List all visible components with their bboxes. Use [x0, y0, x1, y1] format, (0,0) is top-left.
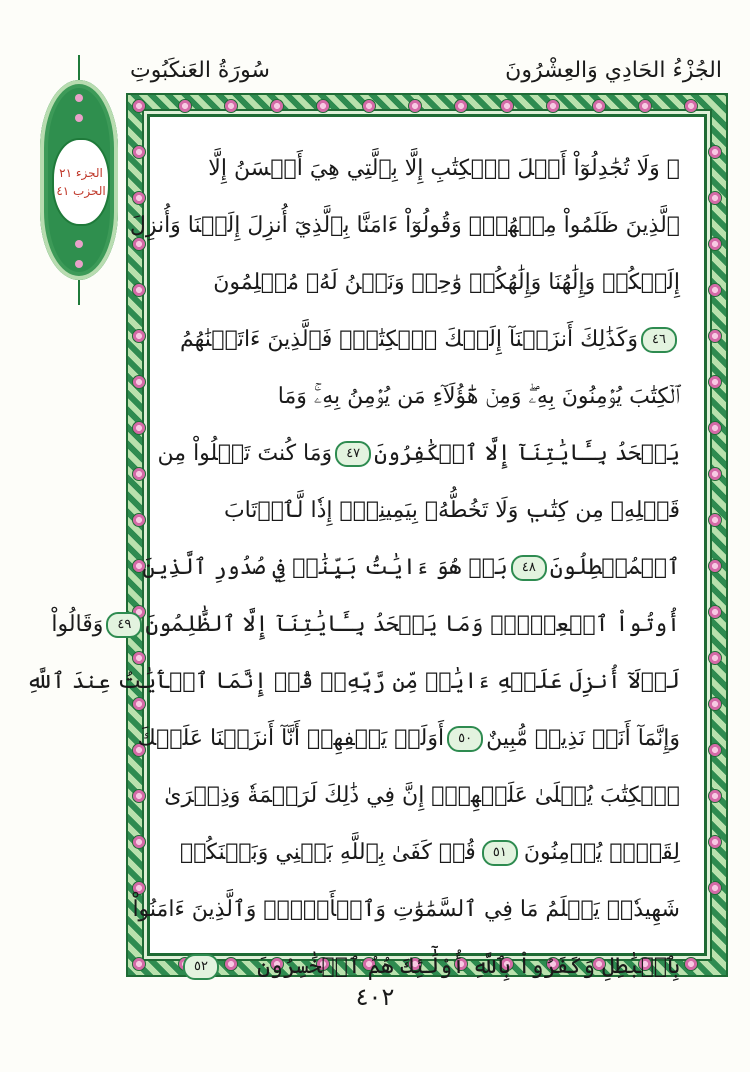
ayah-marker: ٥١	[482, 840, 518, 866]
line-text: يَجۡحَدُ بِـَٔايَٰتِنَآ إِلَّا ٱلۡكَٰفِرُونَ	[374, 441, 680, 466]
medallion-dot	[75, 240, 83, 248]
frame-rosette	[132, 237, 146, 251]
ayah-marker: ٤٦	[641, 327, 677, 353]
medallion-hizb: الحزب ٤١	[56, 184, 106, 198]
text-line	[164, 767, 680, 824]
frame-rosette	[132, 835, 146, 849]
frame-rosette	[132, 651, 146, 665]
text-line	[26, 653, 680, 710]
frame-rosette	[708, 467, 722, 481]
frame-rosette	[708, 697, 722, 711]
line-text: وَإِنَّمَآ أَنَا۠ نَذِيرٞ مُّبِينٌ	[486, 726, 680, 751]
line-text: لِقَوۡمٖ يُؤۡمِنُونَ	[523, 840, 680, 865]
frame-rosette	[132, 99, 146, 113]
line-text: وَقَالُواْ	[51, 612, 104, 637]
juz-medallion	[40, 80, 118, 280]
frame-rosette	[638, 99, 652, 113]
frame-rosette	[708, 237, 722, 251]
frame-rosette	[132, 145, 146, 159]
frame-rosette	[132, 513, 146, 527]
medallion-dot	[75, 94, 83, 102]
frame-rosette	[132, 283, 146, 297]
frame-rosette	[132, 697, 146, 711]
text-line	[137, 710, 680, 767]
line-text: شَهِيدٗاۖ يَعۡلَمُ مَا فِي ٱلسَّمَٰوَٰتِ وَٱلۡأَرۡضِۗ وَٱلَّذِينَ ءَامَنُواْ	[132, 897, 680, 922]
medallion-label	[52, 138, 110, 226]
frame-rosette	[684, 99, 698, 113]
text-line	[180, 311, 680, 368]
frame-rosette	[708, 881, 722, 895]
frame-rosette	[132, 789, 146, 803]
frame-rosette	[132, 375, 146, 389]
medallion-juz: الجزء ٢١	[59, 166, 103, 180]
text-line	[180, 254, 680, 311]
frame-rosette	[132, 467, 146, 481]
line-text: ٱلۡكِتَٰبَ يُؤۡمِنُونَ بِهِۦۖ وَمِنۡ هَٰٓؤُلَآءِ مَن يُؤۡمِنُ بِهِۦۚ وَمَا	[277, 384, 680, 409]
frame-rosette	[362, 99, 376, 113]
frame-rosette	[708, 605, 722, 619]
text-line	[180, 368, 680, 425]
line-text: وَكَذَٰلِكَ أَنزَلۡنَآ إِلَيۡكَ ٱلۡكِتَٰبَۚ فَٱلَّذِينَ ءَاتَيۡنَٰهُمُ	[180, 327, 638, 352]
frame-rosette	[270, 99, 284, 113]
line-text: قُلۡ كَفَىٰ بِٱللَّهِ بَيۡنِي وَبَيۡنَكُمۡ	[180, 840, 476, 865]
line-text: ٱلَّذِينَ ظَلَمُواْ مِنۡهُمۡۖ وَقُولُوٓاْ ءَامَنَّا بِٱلَّذِيٓ أُنزِلَ إِلَيۡنَا وَأُنزِلَ	[129, 213, 680, 238]
line-text: وَمَا كُنتَ تَتۡلُواْ مِن	[157, 441, 333, 466]
frame-rosette	[454, 99, 468, 113]
text-line	[180, 824, 680, 881]
frame-rosette	[708, 421, 722, 435]
ayah-marker: ٤٩	[106, 612, 142, 638]
frame-rosette	[708, 651, 722, 665]
frame-rosette	[708, 191, 722, 205]
line-text: بَلۡ هُوَ ءَايَٰتُۢ بَيِّنَٰتٞ فِي صُدُورِ ٱلَّذِينَ	[142, 555, 508, 580]
medallion-dot	[75, 260, 83, 268]
frame-rosette	[684, 957, 698, 971]
frame-rosette	[500, 99, 514, 113]
line-text: ٱلۡكِتَٰبَ يُتۡلَىٰ عَلَيۡهِمۡۚ إِنَّ فِي ذَٰلِكَ لَرَحۡمَةٗ وَذِكۡرَىٰ	[164, 783, 680, 808]
text-line	[132, 881, 680, 938]
line-text: إِلَيۡكُمۡ وَإِلَٰهُنَا وَإِلَٰهُكُمۡ وَٰحِدٞ وَنَحۡنُ لَهُۥ مُسۡلِمُونَ	[213, 270, 680, 295]
frame-rosette	[592, 99, 606, 113]
text-line	[129, 197, 680, 254]
frame-rosette	[132, 957, 146, 971]
frame-rosette	[708, 743, 722, 757]
frame-rosette	[178, 99, 192, 113]
frame-rosette	[408, 99, 422, 113]
line-text: لَوۡلَآ أُنزِلَ عَلَيۡهِ ءَايَٰتٞ مِّن رَّبِّهِۦۖ قُلۡ إِنَّمَا ٱلۡأٓيَٰتُ عِندَ ٱللَّهِ	[26, 669, 680, 694]
frame-rosette	[708, 145, 722, 159]
medallion-dot	[75, 114, 83, 122]
frame-rosette	[132, 421, 146, 435]
frame-rosette	[546, 99, 560, 113]
line-text: ٱلۡمُبۡطِلُونَ	[549, 555, 680, 580]
frame-rosette	[708, 513, 722, 527]
frame-rosette	[224, 99, 238, 113]
frame-rosette	[132, 881, 146, 895]
frame-rosette	[708, 329, 722, 343]
frame-rosette	[708, 789, 722, 803]
text-line	[180, 482, 680, 539]
ayah-marker: ٥٢	[183, 954, 219, 980]
text-line	[51, 596, 680, 653]
juz-name: الجُزْءُ الحَادِي وَالعِشْرُونَ	[505, 58, 722, 83]
text-line	[157, 425, 680, 482]
frame-rosette	[132, 329, 146, 343]
ayah-marker: ٤٨	[511, 555, 547, 581]
frame-rosette	[708, 283, 722, 297]
ayah-marker: ٥٠	[447, 726, 483, 752]
page-number: ٤٠٢	[355, 983, 395, 1011]
ayah-marker: ٤٧	[335, 441, 371, 467]
text-line	[180, 140, 680, 197]
frame-rosette	[316, 99, 330, 113]
text-line	[142, 539, 680, 596]
line-text: قَبۡلِهِۦ مِن كِتَٰبٖ وَلَا تَخُطُّهُۥ بِيَمِينِكَۖ إِذٗا لَّٱرۡتَابَ	[223, 498, 680, 523]
line-text: ۞ وَلَا تُجَٰدِلُوٓاْ أَهۡلَ ٱلۡكِتَٰبِ إِلَّا بِٱلَّتِي هِيَ أَحۡسَنُ إِلَّا	[208, 156, 680, 181]
frame-rosette	[708, 835, 722, 849]
line-text: أُوتُواْ ٱلۡعِلۡمَۚ وَمَا يَجۡحَدُ بِـَٔايَٰتِنَآ إِلَّا ٱلظَّٰلِمُونَ	[145, 612, 680, 637]
surah-name: سُورَةُ العَنكَبُوتِ	[130, 58, 270, 83]
line-text: بِٱلۡبَٰطِلِ وَكَفَرُواْ بِٱللَّهِ أُوْلَٰٓئِكَ هُمُ ٱلۡخَٰسِرُونَ	[257, 954, 680, 979]
frame-rosette	[132, 191, 146, 205]
line-text: أَوَلَمۡ يَكۡفِهِمۡ أَنَّآ أَنزَلۡنَا عَلَيۡكَ	[137, 726, 445, 751]
frame-rosette	[708, 375, 722, 389]
frame-rosette	[708, 559, 722, 573]
